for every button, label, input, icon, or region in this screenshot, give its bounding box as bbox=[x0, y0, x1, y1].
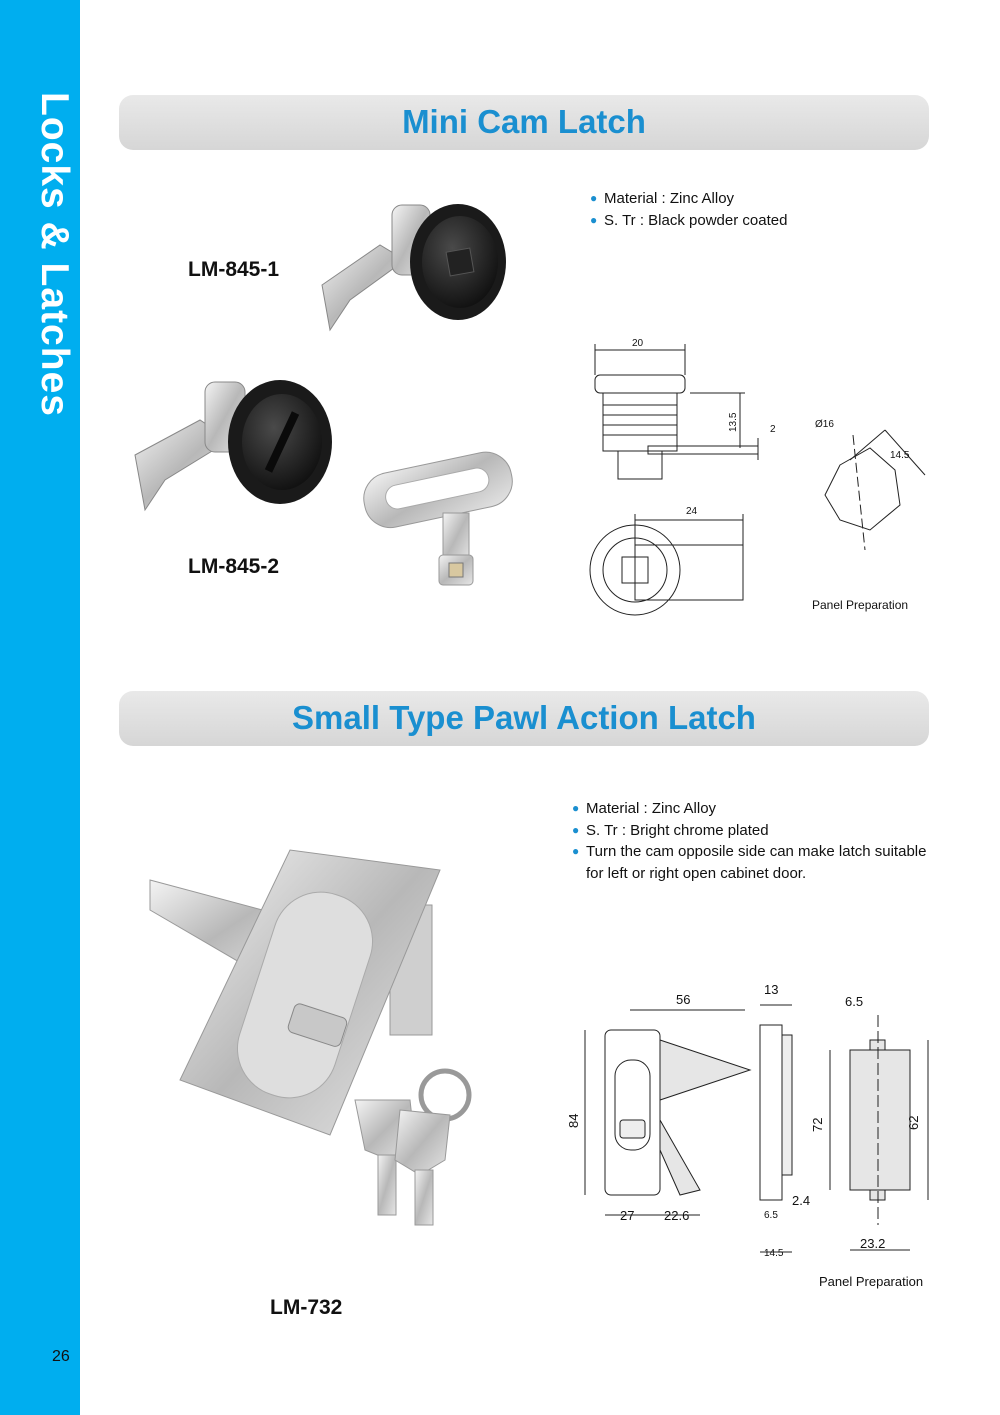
dim-depth: 13 bbox=[764, 982, 779, 997]
bullet-icon: ● bbox=[590, 191, 598, 205]
spec-item bbox=[572, 820, 926, 842]
spec-text: Material : Zinc Alloy bbox=[586, 800, 717, 817]
panel-caption-2: Panel Preparation bbox=[819, 1274, 924, 1289]
dim-left: 27 bbox=[620, 1208, 635, 1223]
model-lm-845-2: LM-845-2 bbox=[188, 555, 280, 578]
dim-thickness: 2 bbox=[770, 424, 776, 435]
model-lm-732: LM-732 bbox=[270, 1296, 343, 1319]
dim-p-height: 72 bbox=[810, 1117, 825, 1132]
dim-p-top: 6.5 bbox=[845, 994, 864, 1009]
dim-height: 84 bbox=[566, 1113, 581, 1128]
dim-width: 20 bbox=[632, 338, 644, 349]
sidebar bbox=[0, 0, 80, 1415]
dim-d3: 14.5 bbox=[764, 1248, 784, 1259]
section1-banner bbox=[119, 95, 929, 150]
dim-width: 56 bbox=[676, 992, 691, 1007]
model-lm-845-1: LM-845-1 bbox=[188, 258, 280, 281]
dim-right: 22.6 bbox=[664, 1208, 690, 1223]
spec-text: S. Tr : Black powder coated bbox=[604, 211, 788, 229]
section2-specs bbox=[572, 798, 926, 884]
bullet-icon: ● bbox=[590, 212, 598, 227]
dim-d1: 6.5 bbox=[764, 1210, 778, 1221]
spec-item bbox=[590, 188, 787, 210]
cam-latch-1-image bbox=[310, 190, 510, 340]
pawl-latch-image bbox=[140, 830, 480, 1230]
triangle-key-image bbox=[355, 455, 525, 595]
dim-d2: 2.4 bbox=[792, 1193, 811, 1208]
section2-title: Small Type Pawl Action Latch bbox=[292, 699, 756, 736]
spec-text: for left or right open cabinet door. bbox=[586, 864, 807, 882]
section1-specs bbox=[590, 188, 787, 231]
bullet-icon: ● bbox=[572, 822, 580, 837]
dim-p-inner: 62 bbox=[906, 1115, 921, 1130]
dim-flat: 14.5 bbox=[890, 450, 910, 461]
sidebar-title: Locks & Latches bbox=[33, 92, 76, 417]
spec-text: Material : Zinc Alloy bbox=[604, 190, 735, 207]
bullet-icon: ● bbox=[572, 844, 580, 858]
section1-title: Mini Cam Latch bbox=[402, 103, 646, 140]
dim-p-width: 23.2 bbox=[860, 1236, 886, 1251]
spec-item bbox=[572, 798, 926, 820]
bullet-icon: ● bbox=[572, 801, 580, 815]
dim-height: 13.5 bbox=[728, 412, 739, 432]
dim-diameter: Ø16 bbox=[815, 419, 834, 430]
dim-cam-length: 24 bbox=[686, 506, 698, 517]
cam-latch-2-image bbox=[130, 370, 340, 520]
spec-text: S. Tr : Bright chrome plated bbox=[586, 821, 769, 839]
spec-text: Turn the cam opposile side can make latch suitable bbox=[586, 843, 927, 860]
spec-item bbox=[590, 210, 787, 232]
pawl-latch-technical-drawing bbox=[560, 980, 960, 1280]
spec-item bbox=[572, 863, 926, 885]
page-number: 26 bbox=[52, 1348, 70, 1365]
section2-banner bbox=[119, 691, 929, 746]
panel-caption-1: Panel Preparation bbox=[812, 598, 909, 612]
spec-item bbox=[572, 841, 926, 863]
cam-latch-technical-drawing bbox=[570, 330, 950, 620]
